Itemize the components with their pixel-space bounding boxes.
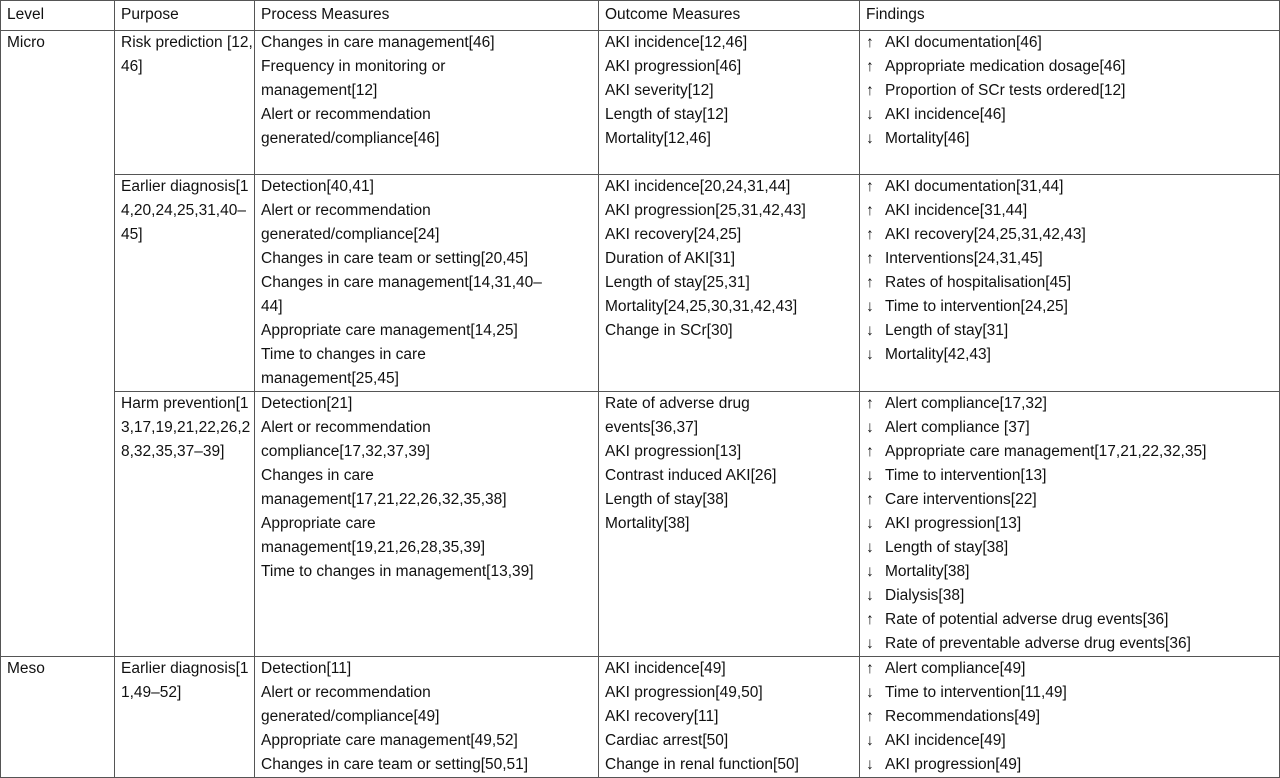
finding-item (866, 705, 1279, 729)
finding-item (866, 632, 1279, 656)
header-outcome-measures: Outcome Measures (599, 1, 860, 31)
outcome-measure-line: Length of stay[25,31] (605, 274, 750, 291)
arrow-up-icon: ↑ (866, 611, 874, 628)
finding-item (866, 223, 1279, 247)
finding-item (866, 127, 1279, 151)
finding-text: AKI incidence[49] (885, 732, 1006, 749)
finding-item (866, 681, 1279, 705)
outcome-measure-line: Duration of AKI[31] (605, 250, 736, 267)
finding-item (866, 31, 1279, 55)
arrow-down-icon: ↓ (866, 322, 874, 339)
outcome-measure-line: AKI progression[46] (605, 58, 742, 75)
process-measure-line: Changes in care management[14,31,40– (261, 274, 542, 291)
process-measure-line: generated/compliance[46] (261, 130, 440, 147)
purpose-cell (115, 657, 255, 778)
finding-item (866, 247, 1279, 271)
process-measures-cell (255, 175, 599, 392)
finding-text: Care interventions[22] (885, 491, 1037, 508)
finding-item (866, 440, 1279, 464)
outcome-measures-cell (599, 31, 860, 175)
finding-text: Appropriate medication dosage[46] (885, 58, 1126, 75)
arrow-down-icon: ↓ (866, 515, 874, 532)
process-measure-line: Alert or recommendation (261, 202, 431, 219)
finding-text: Length of stay[31] (885, 322, 1009, 339)
finding-item (866, 175, 1279, 199)
finding-item (866, 584, 1279, 608)
table-row (1, 392, 1280, 657)
arrow-up-icon: ↑ (866, 660, 874, 677)
header-findings: Findings (860, 1, 1280, 31)
header-process-measures: Process Measures (255, 1, 599, 31)
arrow-up-icon: ↑ (866, 82, 874, 99)
finding-text: Rate of potential adverse drug events[36] (885, 611, 1169, 628)
outcome-measure-line: Rate of adverse drug (605, 395, 750, 412)
header-purpose: Purpose (115, 1, 255, 31)
process-measure-line: Changes in care (261, 467, 374, 484)
finding-text: Mortality[46] (885, 130, 970, 147)
outcome-measure-line: AKI progression[49,50] (605, 684, 763, 701)
finding-item (866, 319, 1279, 343)
arrow-down-icon: ↓ (866, 467, 874, 484)
arrow-down-icon: ↓ (866, 756, 874, 773)
process-measure-line: compliance[17,32,37,39] (261, 443, 430, 460)
outcome-measures-cell (599, 175, 860, 392)
table-row (1, 175, 1280, 392)
process-measure-line: Changes in care team or setting[20,45] (261, 250, 529, 267)
arrow-up-icon: ↑ (866, 250, 874, 267)
arrow-down-icon: ↓ (866, 563, 874, 580)
level-cell (1, 31, 115, 657)
finding-text: Time to intervention[24,25] (885, 298, 1068, 315)
finding-item (866, 295, 1279, 319)
process-measure-line: Detection[11] (261, 660, 352, 677)
finding-item (866, 103, 1279, 127)
findings-cell (860, 175, 1280, 392)
arrow-up-icon: ↑ (866, 395, 874, 412)
arrow-down-icon: ↓ (866, 539, 874, 556)
arrow-down-icon: ↓ (866, 130, 874, 147)
finding-item (866, 55, 1279, 79)
finding-item (866, 608, 1279, 632)
outcome-measure-line: Mortality[24,25,30,31,42,43] (605, 298, 798, 315)
finding-item (866, 560, 1279, 584)
outcome-measure-line: Mortality[38] (605, 515, 690, 532)
table-row (1, 31, 1280, 175)
outcome-measure-line: AKI recovery[24,25] (605, 226, 742, 243)
finding-item (866, 729, 1279, 753)
outcome-measure-line: Length of stay[12] (605, 106, 729, 123)
table-row (1, 657, 1280, 778)
level-text: Meso (7, 660, 45, 677)
outcome-measure-line: AKI progression[13] (605, 443, 742, 460)
finding-item (866, 343, 1279, 367)
finding-text: AKI progression[49] (885, 756, 1022, 773)
arrow-up-icon: ↑ (866, 226, 874, 243)
arrow-up-icon: ↑ (866, 58, 874, 75)
purpose-text: Earlier diagnosis[11,49–52] (121, 660, 249, 701)
process-measure-line: generated/compliance[49] (261, 708, 440, 725)
finding-text: Rates of hospitalisation[45] (885, 274, 1072, 291)
process-measure-line: Alert or recommendation (261, 419, 431, 436)
arrow-up-icon: ↑ (866, 178, 874, 195)
level-cell (1, 657, 115, 778)
finding-text: Rate of preventable adverse drug events[36] (885, 635, 1191, 652)
process-measure-line: Alert or recommendation (261, 684, 431, 701)
finding-text: AKI documentation[31,44] (885, 178, 1064, 195)
finding-item (866, 512, 1279, 536)
process-measure-line: Appropriate care (261, 515, 376, 532)
process-measure-line: management[12] (261, 82, 378, 99)
process-measures-cell (255, 657, 599, 778)
findings-cell (860, 392, 1280, 657)
arrow-up-icon: ↑ (866, 274, 874, 291)
outcome-measure-line: Mortality[12,46] (605, 130, 711, 147)
table-body (1, 31, 1280, 778)
finding-item (866, 199, 1279, 223)
finding-item (866, 464, 1279, 488)
outcome-measures-cell (599, 657, 860, 778)
process-measure-line: Time to changes in management[13,39] (261, 563, 534, 580)
process-measure-line: Detection[40,41] (261, 178, 374, 195)
finding-item (866, 271, 1279, 295)
arrow-up-icon: ↑ (866, 202, 874, 219)
finding-item (866, 657, 1279, 681)
finding-item (866, 416, 1279, 440)
outcome-measure-line: Length of stay[38] (605, 491, 729, 508)
finding-text: Length of stay[38] (885, 539, 1009, 556)
arrow-up-icon: ↑ (866, 708, 874, 725)
finding-item (866, 753, 1279, 777)
process-measure-line: Detection[21] (261, 395, 353, 412)
outcome-measure-line: AKI incidence[49] (605, 660, 726, 677)
finding-text: Interventions[24,31,45] (885, 250, 1043, 267)
process-measures-cell (255, 392, 599, 657)
finding-item (866, 79, 1279, 103)
purpose-cell (115, 31, 255, 175)
outcome-measure-line: AKI incidence[20,24,31,44] (605, 178, 791, 195)
arrow-down-icon: ↓ (866, 635, 874, 652)
finding-text: Proportion of SCr tests ordered[12] (885, 82, 1126, 99)
outcome-measure-line: AKI severity[12] (605, 82, 714, 99)
process-measure-line: Appropriate care management[49,52] (261, 732, 518, 749)
process-measure-line: Changes in care team or setting[50,51] (261, 756, 529, 773)
finding-text: AKI incidence[46] (885, 106, 1006, 123)
arrow-up-icon: ↑ (866, 34, 874, 51)
findings-cell (860, 31, 1280, 175)
process-measure-line: 44] (261, 298, 283, 315)
arrow-down-icon: ↓ (866, 732, 874, 749)
outcome-measure-line: Change in renal function[50] (605, 756, 799, 773)
finding-text: AKI progression[13] (885, 515, 1022, 532)
outcome-measures-cell (599, 392, 860, 657)
arrow-up-icon: ↑ (866, 443, 874, 460)
process-measure-line: Time to changes in care (261, 346, 426, 363)
purpose-text: Risk prediction [12,46] (121, 34, 253, 75)
finding-text: AKI recovery[24,25,31,42,43] (885, 226, 1086, 243)
process-measure-line: Changes in care management[46] (261, 34, 495, 51)
process-measure-line: Alert or recommendation (261, 106, 431, 123)
arrow-down-icon: ↓ (866, 106, 874, 123)
header-level: Level (1, 1, 115, 31)
outcome-measure-line: events[36,37] (605, 419, 699, 436)
process-measure-line: Appropriate care management[14,25] (261, 322, 518, 339)
process-measure-line: management[25,45] (261, 370, 399, 387)
level-text: Micro (7, 34, 45, 51)
purpose-cell (115, 175, 255, 392)
finding-item (866, 488, 1279, 512)
finding-text: Appropriate care management[17,21,22,32,35] (885, 443, 1207, 460)
arrow-down-icon: ↓ (866, 346, 874, 363)
arrow-up-icon: ↑ (866, 491, 874, 508)
finding-text: Mortality[38] (885, 563, 970, 580)
finding-text: Mortality[42,43] (885, 346, 991, 363)
outcome-measure-line: AKI incidence[12,46] (605, 34, 748, 51)
process-measure-line: management[19,21,26,28,35,39] (261, 539, 486, 556)
finding-text: AKI incidence[31,44] (885, 202, 1028, 219)
finding-text: Alert compliance [37] (885, 419, 1030, 436)
arrow-down-icon: ↓ (866, 298, 874, 315)
finding-text: Alert compliance[49] (885, 660, 1026, 677)
arrow-down-icon: ↓ (866, 587, 874, 604)
arrow-down-icon: ↓ (866, 684, 874, 701)
process-measures-cell (255, 31, 599, 175)
finding-text: Time to intervention[11,49] (885, 684, 1067, 701)
outcome-measure-line: Contrast induced AKI[26] (605, 467, 777, 484)
finding-text: AKI documentation[46] (885, 34, 1042, 51)
finding-item (866, 392, 1279, 416)
finding-text: Alert compliance[17,32] (885, 395, 1047, 412)
outcome-measure-line: AKI progression[25,31,42,43] (605, 202, 806, 219)
purpose-text: Harm prevention[13,17,19,21,22,26,28,32,35,37–39] (121, 395, 251, 460)
process-measure-line: Frequency in monitoring or (261, 58, 446, 75)
finding-item (866, 536, 1279, 560)
finding-text: Dialysis[38] (885, 587, 965, 604)
finding-text: Time to intervention[13] (885, 467, 1047, 484)
outcome-measure-line: AKI recovery[11] (605, 708, 719, 725)
purpose-cell (115, 392, 255, 657)
findings-cell (860, 657, 1280, 778)
process-measure-line: management[17,21,22,26,32,35,38] (261, 491, 507, 508)
finding-text: Recommendations[49] (885, 708, 1041, 725)
header-row (1, 1, 1280, 31)
outcome-measure-line: Cardiac arrest[50] (605, 732, 729, 749)
process-measure-line: generated/compliance[24] (261, 226, 440, 243)
outcome-measure-line: Change in SCr[30] (605, 322, 733, 339)
arrow-down-icon: ↓ (866, 419, 874, 436)
table-header (1, 1, 1280, 31)
purpose-text: Earlier diagnosis[14,20,24,25,31,40–45] (121, 178, 249, 243)
